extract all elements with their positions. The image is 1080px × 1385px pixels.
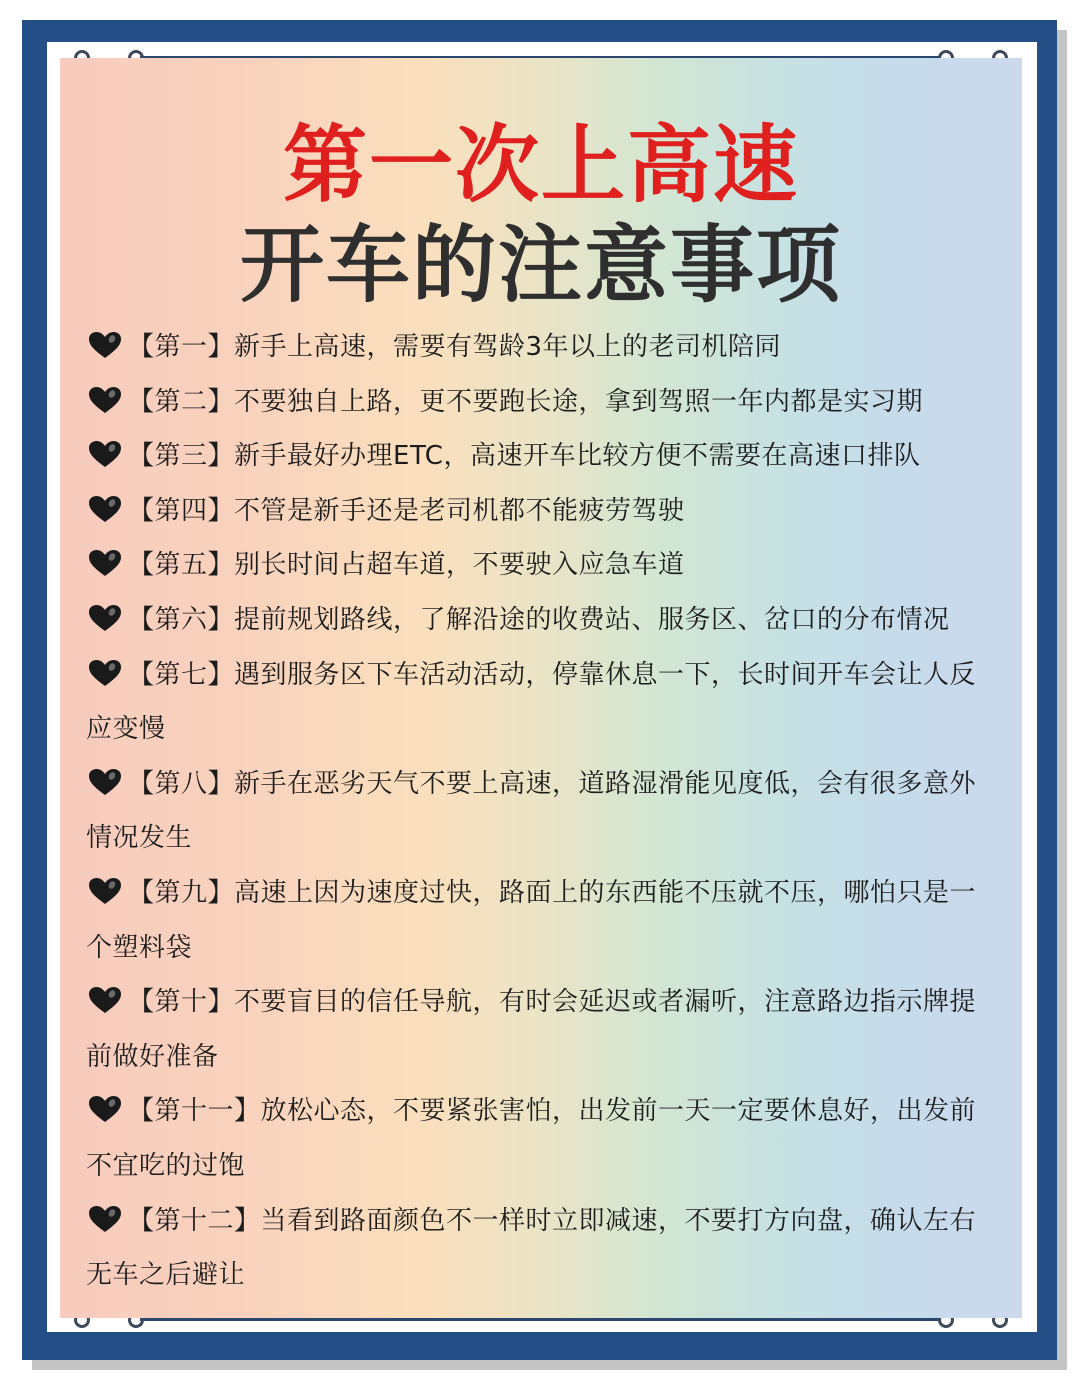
binder-rail-bottom: [140, 1318, 940, 1321]
tip-item: [86, 757, 1001, 866]
tip-text: 新手上高速，需要有驾龄3年以上的老司机陪同: [234, 332, 782, 362]
tip-tag: 【第一】: [128, 332, 235, 362]
tip-item: [86, 1194, 1001, 1303]
black-heart-icon: [88, 761, 122, 789]
tip-tag: 【第十一】: [128, 1096, 261, 1127]
black-heart-icon: [88, 652, 122, 680]
tip-tag: 【第三】: [128, 441, 235, 472]
tips-list: [86, 320, 1001, 1303]
tip-text: 新手在恶劣天气不要上高速，道路湿滑能见度低，会有很多意外情况发生: [86, 768, 977, 854]
tip-tag: 【第七】: [128, 659, 235, 690]
tip-item: [86, 866, 1001, 975]
tip-item: [86, 593, 1001, 648]
tip-text: 不要独自上路，更不要跑长途，拿到驾照一年内都是实习期: [234, 386, 924, 417]
tip-text: 遇到服务区下车活动活动，停靠休息一下，长时间开车会让人反应变慢: [86, 659, 977, 745]
black-heart-icon: [88, 1088, 122, 1116]
tip-text: 不要盲目的信任导航，有时会延迟或者漏听，注意路边指示牌提前做好准备: [86, 987, 977, 1072]
tip-item: [86, 320, 1001, 375]
black-heart-icon: [88, 1198, 122, 1226]
tip-tag: 【第四】: [128, 495, 235, 526]
tip-tag: 【第二】: [128, 386, 235, 417]
tip-item: [86, 484, 1001, 539]
tip-text: 高速上因为速度过快，路面上的东西能不压就不压，哪怕只是一个塑料袋: [86, 877, 977, 963]
tip-tag: 【第五】: [128, 550, 235, 581]
black-heart-icon: [88, 433, 122, 461]
tip-tag: 【第十】: [128, 987, 235, 1018]
tip-tag: 【第十二】: [128, 1205, 261, 1236]
tip-tag: 【第六】: [128, 604, 235, 635]
black-heart-icon: [88, 324, 122, 352]
title-line-2: 开车的注意事项: [239, 216, 842, 314]
title-line-1: 第一次上高速: [282, 116, 799, 214]
tip-text: 新手最好办理ETC，高速开车比较方便不需要在高速口排队: [234, 441, 921, 472]
black-heart-icon: [88, 597, 122, 625]
tip-item: [86, 975, 1001, 1084]
tip-item: [86, 648, 1001, 757]
tip-text: 提前规划路线，了解沿途的收费站、服务区、岔口的分布情况: [234, 604, 950, 635]
black-heart-icon: [88, 979, 122, 1007]
tip-item: [86, 538, 1001, 593]
tip-text: 当看到路面颜色不一样时立即减速，不要打方向盘，确认左右无车之后避让: [86, 1205, 977, 1291]
tip-item: [86, 375, 1001, 430]
tip-text: 别长时间占超车道，不要驶入应急车道: [234, 550, 685, 581]
tip-text: 不管是新手还是老司机都不能疲劳驾驶: [234, 495, 685, 526]
gradient-card: [60, 58, 1022, 1318]
black-heart-icon: [88, 870, 122, 898]
tip-item: [86, 1084, 1001, 1193]
tip-tag: 【第九】: [128, 877, 235, 908]
black-heart-icon: [88, 542, 122, 570]
black-heart-icon: [88, 488, 122, 516]
tip-text: 放松心态，不要紧张害怕，出发前一天一定要休息好，出发前不宜吃的过饱: [86, 1096, 977, 1181]
black-heart-icon: [88, 379, 122, 407]
tip-item: [86, 429, 1001, 484]
tip-tag: 【第八】: [128, 768, 235, 799]
